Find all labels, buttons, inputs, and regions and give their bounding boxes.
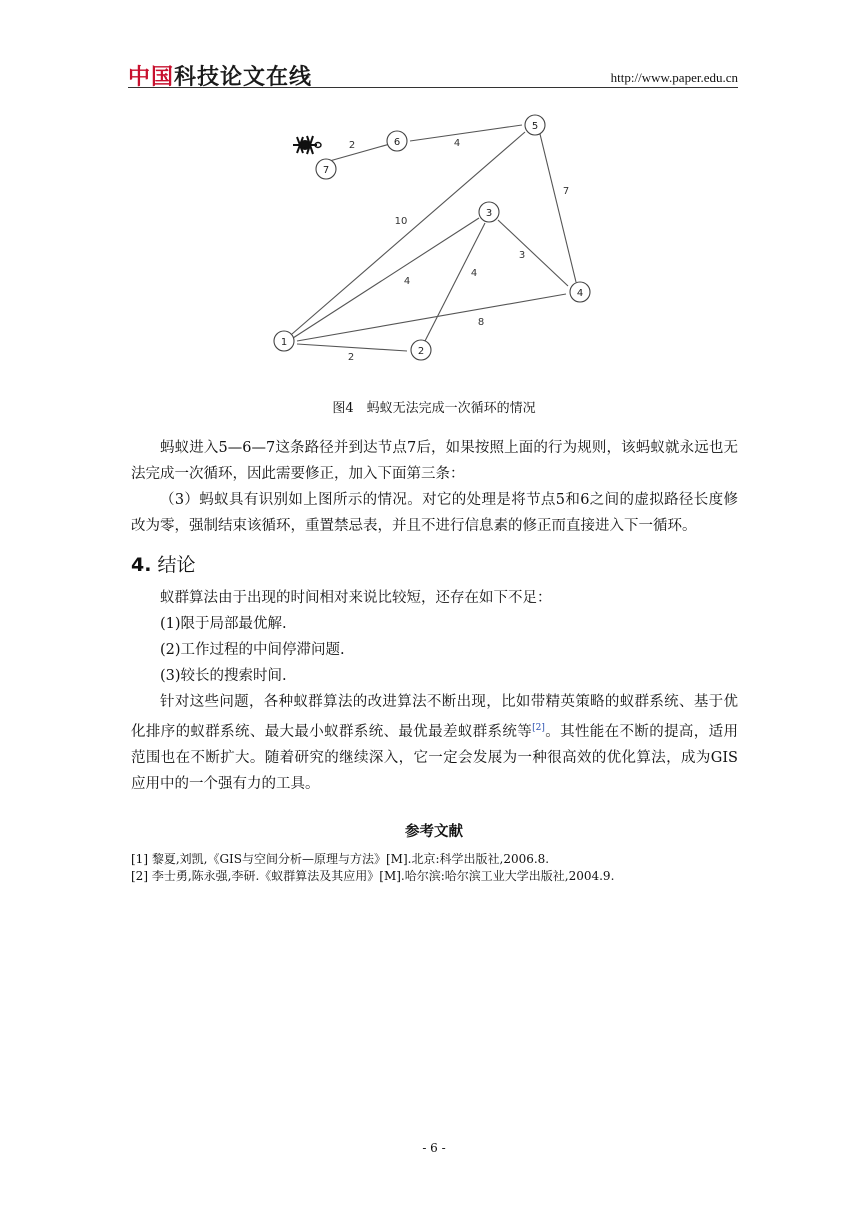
edge-weight: 4 xyxy=(403,276,411,287)
citation-link[interactable]: [2] xyxy=(532,723,545,733)
edge-1-2 xyxy=(297,344,407,351)
body-paragraphs-2 xyxy=(131,585,738,797)
graph-figure xyxy=(260,108,600,378)
edge-weight: 10 xyxy=(394,216,408,227)
node-label: 7 xyxy=(322,165,330,176)
edge-1-4 xyxy=(297,294,566,341)
page-number: - 6 - xyxy=(422,1141,446,1155)
edge-weight: 8 xyxy=(477,317,485,328)
section-heading: 4. 结论 xyxy=(131,554,196,576)
node-label: 6 xyxy=(393,137,401,148)
node-label: 5 xyxy=(531,121,539,132)
figure-caption: 图4 蚂蚁无法完成一次循环的情况 xyxy=(332,401,536,416)
edge-7-6 xyxy=(326,142,397,162)
node-label: 1 xyxy=(280,337,288,348)
edge-weight: 4 xyxy=(453,138,461,149)
edge-3-4 xyxy=(498,220,568,286)
paragraph: （3）蚂蚁具有识别如上图所示的情况。对它的处理是将节点5和6之间的虚拟路径长度修改为零，强制结束该循环，重置禁忌表，并且不进行信息素的修正而直接进入下一循环。 xyxy=(131,492,738,534)
body-paragraphs-1 xyxy=(131,435,738,539)
edge-5-4 xyxy=(540,134,576,282)
list-item: (2)工作过程的中间停滞问题. xyxy=(160,642,345,658)
edge-weight: 2 xyxy=(347,352,355,363)
journal-logo: 中国科技论文在线 xyxy=(128,65,313,90)
edge-weight: 4 xyxy=(470,268,478,279)
edge-3-2 xyxy=(425,223,485,341)
reference-list xyxy=(131,851,741,885)
node-label: 4 xyxy=(576,288,584,299)
paragraph: 针对这些问题，各种蚁群算法的改进算法不断出现，比如带精英策略的蚁群系统、基于优化排序的蚁群系统、最大最小蚁群系统、最优最差蚁群系统等[2]。其性能在不断的提高，适用范围也在不断扩大。随着研究的继续深入，它一定会发展为一种很高效的优化算法，成为GIS应用中的一个强有力的工具。 xyxy=(131,694,739,792)
header-rule xyxy=(128,87,738,88)
header-url[interactable]: http://www.paper.edu.cn xyxy=(610,70,738,85)
edge-weight: 2 xyxy=(348,140,356,151)
edge-weight: 7 xyxy=(562,186,570,197)
reference-item: [2] 李士勇,陈永强,李研.《蚁群算法及其应用》[M].哈尔滨:哈尔滨工业大学出版社,2004.9. xyxy=(131,869,615,883)
edge-3-1 xyxy=(293,218,479,338)
ant-icon xyxy=(293,136,321,154)
references-title: 参考文献 xyxy=(405,824,463,840)
paragraph: 蚁群算法由于出现的时间相对来说比较短，还存在如下不足： xyxy=(160,590,552,606)
edge-weight: 3 xyxy=(518,250,526,261)
edge-6-5 xyxy=(410,125,522,141)
reference-item: [1] 黎夏,刘凯,《GIS与空间分析—原理与方法》[M].北京:科学出版社,2006.8. xyxy=(131,852,550,866)
node-label: 3 xyxy=(485,208,493,219)
node-label: 2 xyxy=(417,346,425,357)
list-item: (3)较长的搜索时间. xyxy=(160,668,287,684)
paragraph: 蚂蚁进入5—6—7这条路径并到达节点7后，如果按照上面的行为规则，该蚂蚁就永远也无法完成一次循环，因此需要修正，加入下面第三条： xyxy=(131,440,738,482)
list-item: (1)限于局部最优解. xyxy=(160,616,287,632)
